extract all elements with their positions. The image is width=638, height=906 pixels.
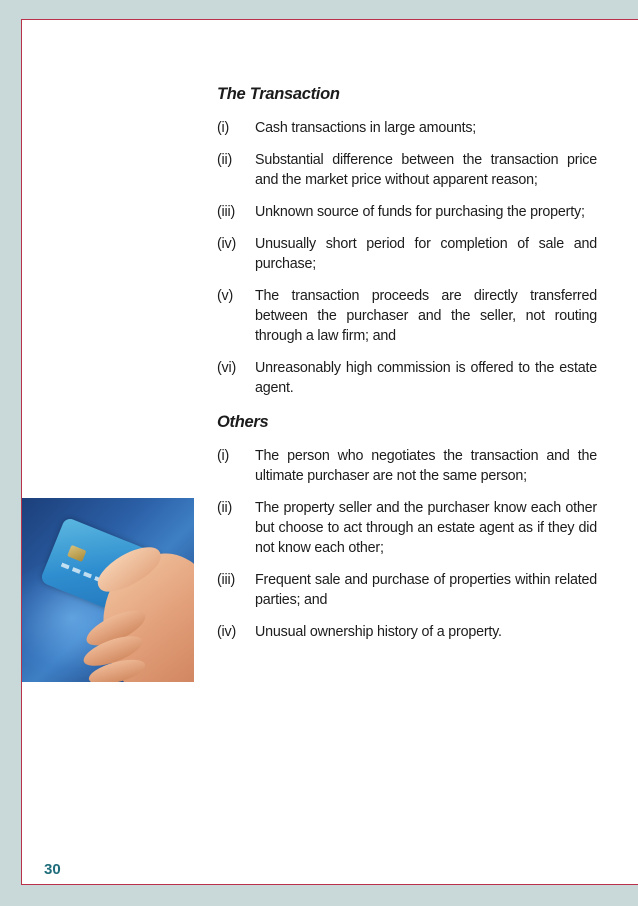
item-text: The property seller and the purchaser know each other but choose to act through an estate agent as if they did not know each other; [255, 500, 597, 556]
list-item [217, 202, 597, 222]
item-number: (v) [217, 288, 234, 304]
item-number: (iii) [217, 204, 236, 220]
item-text: Unusually short period for completion of sale and purchase; [255, 236, 597, 272]
item-text: Unreasonably high commission is offered to the estate agent. [255, 360, 597, 396]
item-number: (ii) [217, 500, 233, 516]
section-heading-others: Others [217, 413, 269, 431]
credit-card-photo [22, 498, 194, 682]
item-text: Unknown source of funds for purchasing the property; [255, 204, 585, 220]
others-list [217, 446, 597, 642]
section-heading-transaction: The Transaction [217, 85, 340, 103]
card-chip-icon [67, 545, 86, 562]
list-item [217, 498, 597, 558]
item-number: (i) [217, 448, 230, 464]
list-item [217, 118, 597, 138]
list-item [217, 622, 597, 642]
page-number: 30 [44, 861, 61, 878]
list-item [217, 570, 597, 610]
item-number: (ii) [217, 152, 233, 168]
item-text: The person who negotiates the transaction and the ultimate purchaser are not the same person; [255, 448, 597, 484]
item-number: (iv) [217, 624, 237, 640]
item-number: (i) [217, 120, 230, 136]
item-number: (vi) [217, 360, 237, 376]
item-text: Unusual ownership history of a property. [255, 624, 502, 640]
main-content [217, 84, 597, 654]
item-number: (iii) [217, 572, 236, 588]
list-item [217, 358, 597, 398]
item-text: Substantial difference between the transaction price and the market price without apparent reason; [255, 152, 597, 188]
list-item [217, 234, 597, 274]
list-item [217, 446, 597, 486]
transaction-list [217, 118, 597, 398]
list-item [217, 150, 597, 190]
item-text: Frequent sale and purchase of properties within related parties; and [255, 572, 597, 608]
item-text: Cash transactions in large amounts; [255, 120, 477, 136]
document-page [21, 19, 638, 885]
item-text: The transaction proceeds are directly transferred between the purchaser and the seller, not routing through a law firm; and [255, 288, 597, 344]
list-item [217, 286, 597, 346]
item-number: (iv) [217, 236, 237, 252]
